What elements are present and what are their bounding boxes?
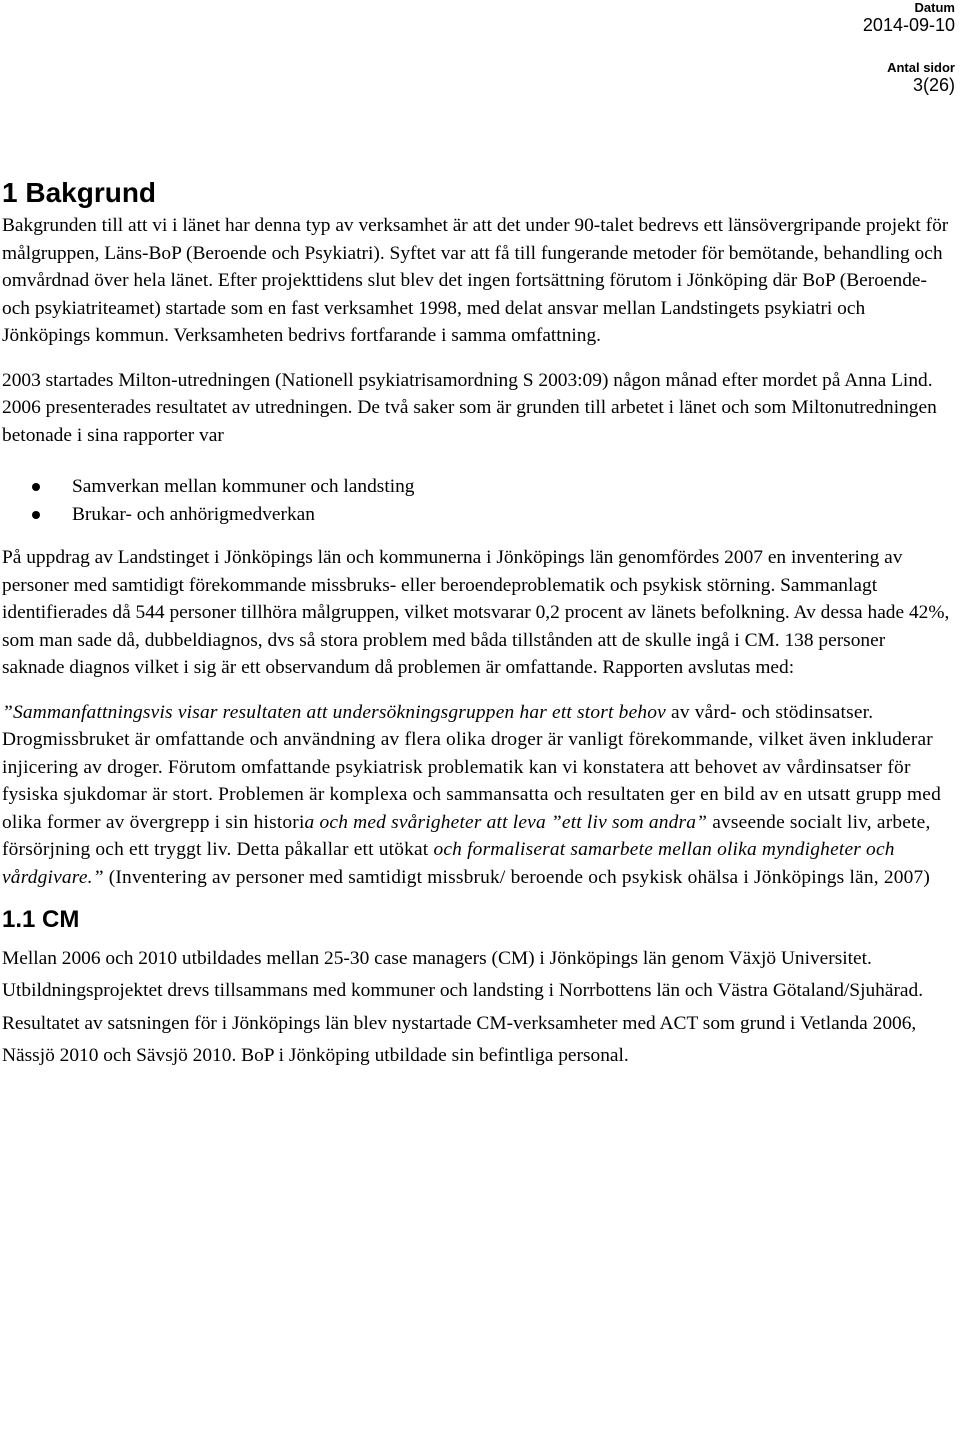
- paragraph-inventering: På uppdrag av Landstinget i Jönköpings län och kommunerna i Jönköpings län genomfördes 2007 en inventering av personer med samtidigt förekommande missbruks- eller beroendeproblematik och psykisk störning. Sammanlagt identifierades då 544 personer tillhöra målgruppen, vilket motsvarar 0,2 procent av länets befolkning. Av dessa hade 42%, som man sade då, dubbeldiagnos, dvs så stora problem med båda tillstånden att de skulle ingå i CM. 138 personer saknade diagnos vilket i sig är ett observandum då problemen är omfattande. Rapporten avslutas med:: [2, 547, 950, 678]
- date-block: [863, 0, 955, 35]
- paragraph-milton: 2003 startades Milton-utredningen (Nationell psykiatrisamordning S 2003:09) någon månad efter mordet på Anna Lind. 2006 presenterades resultatet av utredningen. De två saker som är grunden till arbetet i länet och som Miltonutredningen betonade i sina rapporter var: [2, 369, 937, 446]
- bullet-icon: [32, 483, 40, 491]
- page-count-label: Antal sidor: [887, 60, 955, 75]
- document-body: [2, 174, 952, 1073]
- page-count-value: 3(26): [912, 75, 955, 95]
- paragraph-cm: Mellan 2006 och 2010 utbildades mellan 25-30 case managers (CM) i Jönköpings län genom Växjö Universitet. Utbildningsprojektet drevs tillsammans med kommuner och landsting i Norrbottens län och Västra Götaland/Sjuhärad. Resultatet av satsningen för i Jönköpings län blev nystartade CM-verksamheter med ACT som grund i Vetlanda 2006, Nässjö 2010 och Sävsjö 2010. BoP i Jönköping utbildade sin befintliga personal.: [2, 948, 924, 1067]
- list-item: Brukar- och anhörigmedverkan: [2, 501, 952, 529]
- page-count-block: [887, 60, 955, 95]
- paragraph-bakgrund-intro: Bakgrunden till att vi i länet har denna typ av verksamhet är att det under 90-talet bedrevs ett länsövergripande projekt för målgruppen, Läns-BoP (Beroende och Psykiatri). Syftet var att få till fungerande metoder för bemötande, behandling och omvårdnad över hela länet. Efter projekttidens slut blev det ingen fortsättning förutom i Jönköping där BoP (Beroende- och psykiatriteamet) startade som en fast verksamhet 1998, med delat ansvar mellan Landstingets psykiatri och Jönköpings kommun. Verksamheten bedrivs fortfarande i samma omfattning.: [2, 215, 949, 346]
- date-value: 2014-09-10: [862, 15, 955, 35]
- date-label: Datum: [914, 0, 955, 15]
- list-item: Samverkan mellan kommuner och landsting: [2, 473, 952, 501]
- quotation: ”Sammanfattningsvis visar resultaten att undersökningsgruppen har ett stort behov av vård- och stödinsatser. Drogmissbruket är omfattande och användning av flera olika droger är vanligt förekommande, vilket även inkluderar injicering av droger. Förutom omfattande psykiatrisk problematik kan vi konstatera att behovet av vårdinsatser för fysiska sjukdomar är stort. Problemen är komplexa och sammansatta och resultaten ger en bild av en utsatt grupp med olika former av övergrepp i sin historia och med svårigheter att leva ”ett liv som andra” avseende socialt liv, arbete, försörjning och ett tryggt liv. Detta påkallar ett utökat och formaliserat samarbete mellan olika myndigheter och vårdgivare.” (Inventering av personer med samtidigt missbruk/ beroende och psykisk ohälsa i Jönköpings län, 2007): [2, 701, 941, 888]
- bullet-icon: [32, 511, 40, 519]
- bullet-list: [2, 473, 952, 528]
- section-heading-bakgrund: 1 Bakgrund: [2, 177, 157, 208]
- section-heading-cm: 1.1 CM: [2, 906, 80, 933]
